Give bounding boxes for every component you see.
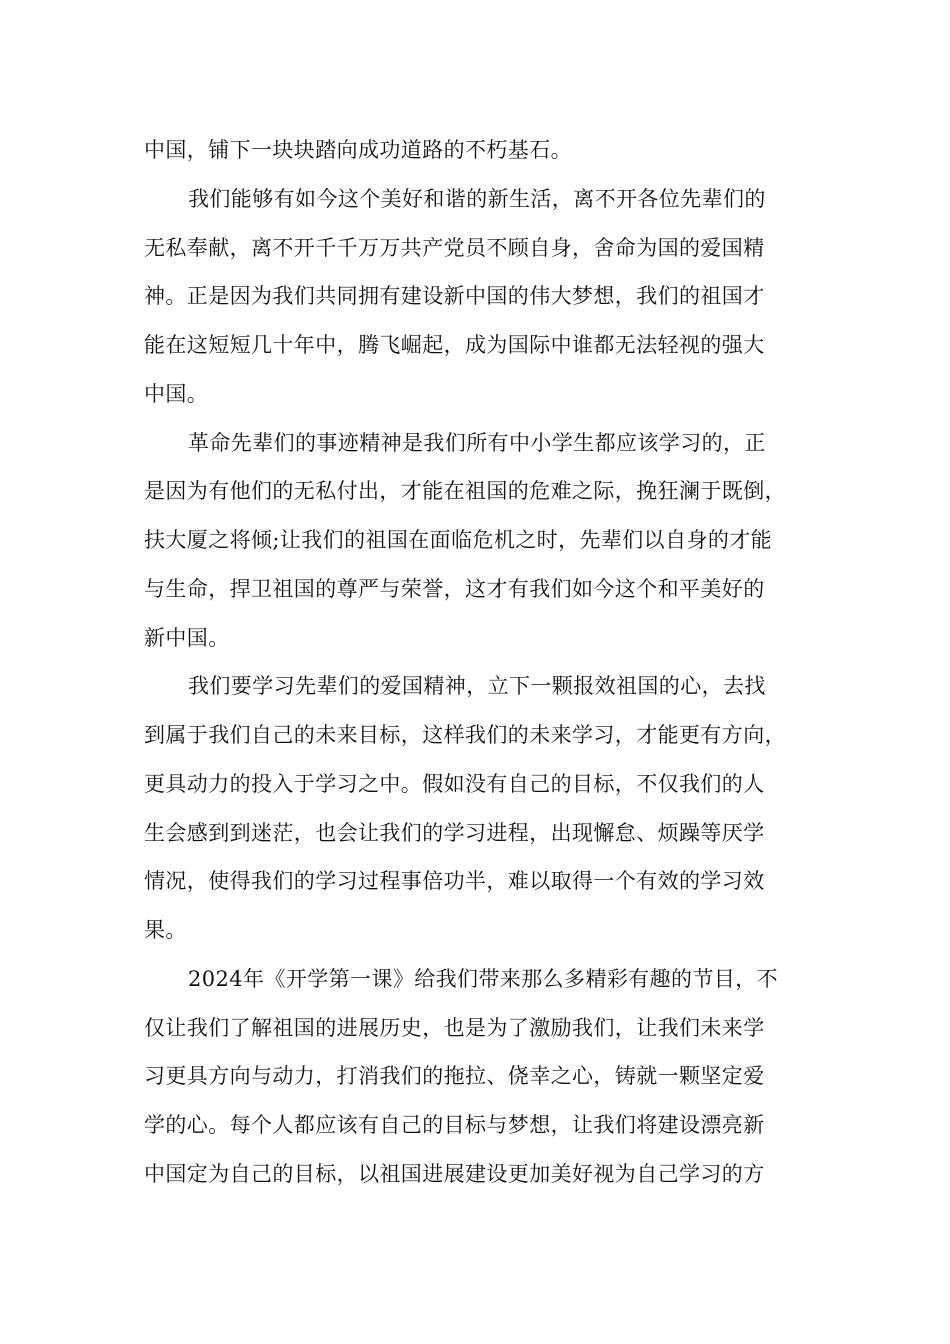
paragraph-first-line: 我们能够有如今这个美好和谐的新生活，离不开各位先辈们的 [188, 186, 766, 211]
text-line: 中国定为自己的目标，以祖国进展建设更加美好视为自己学习的方 [144, 1161, 765, 1186]
paragraph-first-line: 2024年《开学第一课》给我们带来那么多精彩有趣的节目，不 [188, 966, 779, 991]
text-line: 习更具方向与动力，打消我们的拖拉、侥幸之心，铸就一颗坚定爱 [144, 1064, 765, 1089]
text-line: 果。 [144, 918, 187, 942]
text-line: 中国。 [144, 381, 209, 406]
text-line: 能在这短短几十年中，腾飞崛起，成为国际中谁都无法轻视的强大 [144, 333, 765, 357]
text-line: 到属于我们自己的未来目标，这样我们的未来学习，才能更有方向， [144, 723, 786, 747]
document-body [144, 126, 816, 1199]
text-line: 是因为有他们的无私付出，才能在祖国的危难之际，挽狂澜于既倒， [144, 479, 786, 504]
text-line: 情况，使得我们的学习过程事倍功半，难以取得一个有效的学习效 [144, 869, 765, 894]
text-line: 生会感到到迷茫，也会让我们的学习进程，出现懈怠、烦躁等厌学 [144, 820, 765, 845]
text-line: 仅让我们了解祖国的进展历史，也是为了激励我们，让我们未来学 [144, 1015, 765, 1040]
text-line: 与生命，捍卫祖国的尊严与荣誉，这才有我们如今这个和平美好的 [144, 576, 765, 601]
text-line: 无私奉献，离不开千千万万共产党员不顾自身，舍命为国的爱国精 [144, 235, 765, 260]
paragraph-first-line: 我们要学习先辈们的爱国精神，立下一颗报效祖国的心，去找 [188, 674, 766, 699]
text-line: 神。正是因为我们共同拥有建设新中国的伟大梦想，我们的祖国才 [144, 284, 765, 309]
text-line: 学的心。每个人都应该有自己的目标与梦想，让我们将建设漂亮新 [144, 1113, 765, 1137]
text-line: 新中国。 [144, 625, 230, 650]
text-line: 更具动力的投入于学习之中。假如没有自己的目标，不仅我们的人 [144, 771, 765, 796]
text-line: 扶大厦之将倾;让我们的祖国在面临危机之时，先辈们以自身的才能 [144, 528, 773, 552]
paragraph-first-line: 革命先辈们的事迹精神是我们所有中小学生都应该学习的，正 [188, 430, 766, 455]
text-line: 中国，铺下一块块踏向成功道路的不朽基石。 [144, 138, 572, 162]
